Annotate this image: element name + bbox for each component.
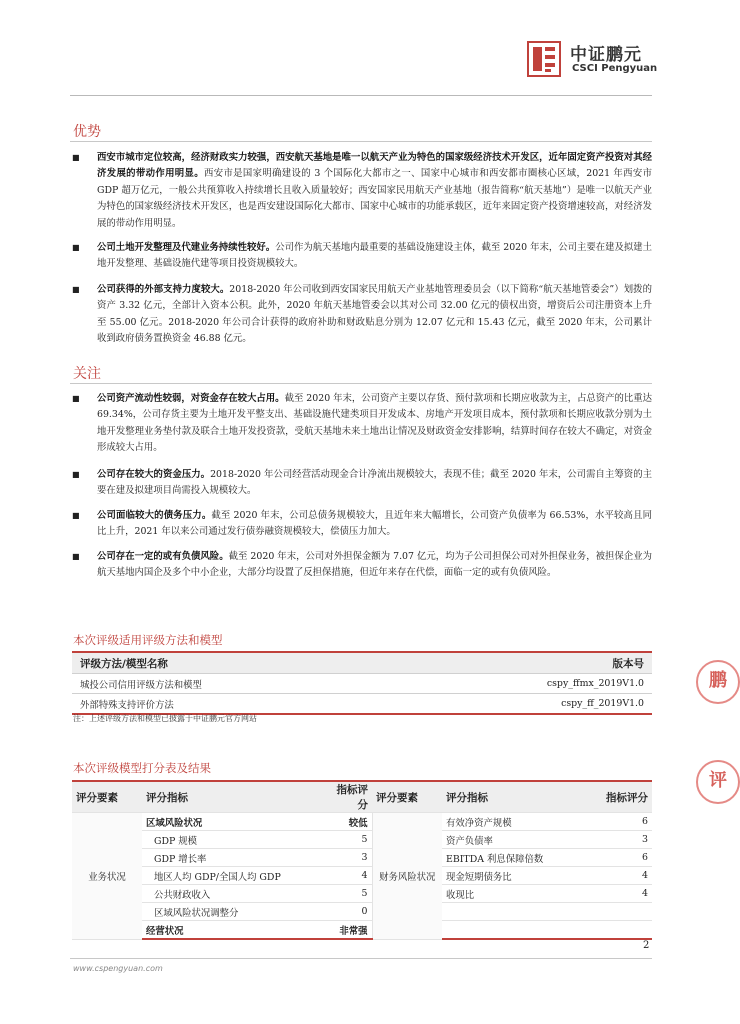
table-cell: 较低 [332,813,372,831]
table-cell: cspy_ffmx_2019V1.0 [391,674,652,694]
table-cell: 6 [602,849,652,867]
item-lead: 公司面临较大的债务压力。 [97,510,212,521]
methods-table-note: 注：上述评级方法和模型已披露于中证鹏元官方网站 [73,714,257,723]
group-cell-business: 业务状况 [72,813,142,940]
table-cell [602,903,652,921]
table-cell: 5 [332,885,372,903]
table-row [72,831,652,849]
methods-table-title: 本次评级适用评级方法和模型 [73,633,223,647]
item-body: 截至 2020 年末，公司总债务规模较大，且近年来大幅增长，公司资产负债率为 66.53%，水平较高且同比上升，2021 年以来公司通过发行债券融资规模较大，偿债压力加大。 [97,510,652,538]
item-body: 西安市是国家明确建设的 3 个国际化大都市之一、国家中心城市和西安都市圈核心区域，2021 年西安市 GDP 超万亿元，一般公共预算收入持续增长且收入质量较好；西安国家民用航天产业基地（报告简称“航天基地”）是唯一以航天产业为特色的国家级经济技术开发区，也是西安建设国际化大都市、国家中心城市的功能承载区，近年来固定资产投资增速较高，对经济发展的带动作用明显。 [97,168,652,229]
table-cell [442,903,602,921]
table-row [72,813,652,831]
column-header: 指标评分 [332,781,372,813]
header-divider [70,95,652,96]
table-header-row [72,652,652,674]
table-row [72,674,652,694]
concern-item-3 [72,508,652,541]
item-body: 2018-2020 年公司经营活动现金合计净流出规模较大，表现不佳；截至 2020 年末，公司需自主筹资的主要在建及拟建项目尚需投入规模较大。 [97,469,652,497]
table-row [72,694,652,715]
bullet-icon: ■ [72,285,80,294]
bullet-icon: ■ [72,243,80,252]
table-cell: 4 [332,867,372,885]
table-cell: 收现比 [442,885,602,903]
item-body: 截至 2020 年末，公司资产主要以存货、预付款项和长期应收款为主，占总资产的比重达 69.34%，公司存货主要为土地开发平整支出、基础设施代建类项目开发成本、房地产开发项目成本，预付款项和长期应收款分别为土地开发整理业务垫付款及联合土地开发投资款，受航天基地未来土地出让情况及财政资金安排影响，结算时间存在较大不确定，对资金形成较大占用。 [97,393,652,454]
column-header: 评分指标 [142,781,332,813]
table-row [72,885,652,903]
company-name-cn: 中证鹏元 [570,45,642,65]
concern-item-4 [72,549,652,582]
table-cell: 3 [602,831,652,849]
table-cell: 现金短期债务比 [442,867,602,885]
company-logo-icon [527,41,561,77]
table-header-row [72,781,652,813]
table-cell: 5 [332,831,372,849]
advantage-item-1 [72,150,652,232]
page-number: 2 [643,940,650,951]
column-header: 版本号 [391,652,652,674]
bullet-icon: ■ [72,511,80,520]
advantage-item-2 [72,240,652,273]
table-cell: 4 [602,867,652,885]
bullet-icon: ■ [72,552,80,561]
item-body: 2018-2020 年公司收到西安国家民用航天产业基地管理委员会（以下简称“航天基地管委会”）划拨的资产 3.32 亿元，全部计入资本公积。此外，2020 年航天基地管委会以其对公司 32.00 亿元的债权出资，增资后公司注册资本上升至 55.00 亿元。2018-2020 年公司合计获得的政府补助和财政贴息分别为 12.07 亿元和 15.43 亿元，截至 2020 年末，公司累计收到政府债务置换资金 46.88 亿元。 [97,284,652,345]
item-lead: 公司资产流动性较弱，对资金存在较大占用。 [97,393,285,404]
column-header: 评级方法/模型名称 [72,652,391,674]
column-header: 评分要素 [372,781,442,813]
table-cell [442,921,602,940]
column-header: 指标评分 [602,781,652,813]
table-cell: 公共财政收入 [142,885,332,903]
column-header: 评分要素 [72,781,142,813]
seal-stamp-icon: 评 [696,760,740,804]
table-cell: 4 [602,885,652,903]
table-row [72,903,652,921]
item-lead: 公司存在较大的资金压力。 [97,469,211,480]
score-table-title: 本次评级模型打分表及结果 [73,761,211,775]
table-cell: 非常强 [332,921,372,940]
footer-divider [70,958,652,959]
table-cell: EBITDA 利息保障倍数 [442,849,602,867]
table-cell: GDP 增长率 [142,849,332,867]
bullet-icon: ■ [72,470,80,479]
table-cell: 有效净资产规模 [442,813,602,831]
item-lead: 公司获得的外部支持力度较大。 [97,284,230,295]
table-cell: 区域风险状况调整分 [142,903,332,921]
table-cell: 6 [602,813,652,831]
group-cell-financial: 财务风险状况 [372,813,442,940]
section-title-concerns: 关注 [73,366,101,382]
item-lead: 公司土地开发整理及代建业务持续性较好。 [97,242,276,253]
table-cell: 资产负债率 [442,831,602,849]
item-body: 公司作为航天基地内最重要的基础设施建设主体，截至 2020 年末，公司主要在建及拟建土地开发整理、基础设施代建等项目投资规模较大。 [97,242,652,270]
table-row [72,849,652,867]
concern-item-2 [72,467,652,500]
table-row [72,867,652,885]
item-body: 截至 2020 年末，公司对外担保金额为 7.07 亿元，均为子公司担保公司对外担保业务，被担保企业为航天基地内国企及多个中小企业，大部分均设置了反担保措施，但近年来存在代偿，面临一定的或有负债风险。 [97,551,652,579]
table-cell: 区域风险状况 [142,813,332,831]
section-rule [70,383,652,384]
section-rule [70,141,652,142]
table-cell: cspy_ff_2019V1.0 [391,694,652,715]
advantage-item-3 [72,282,652,348]
table-cell: 0 [332,903,372,921]
table-cell: GDP 规模 [142,831,332,849]
score-table [72,780,652,940]
bullet-icon: ■ [72,394,80,403]
column-header: 评分指标 [442,781,602,813]
item-lead: 公司存在一定的或有负债风险。 [97,551,229,562]
table-cell: 经营状况 [142,921,332,940]
table-cell: 地区人均 GDP/全国人均 GDP [142,867,332,885]
table-cell [602,921,652,940]
concern-item-1 [72,391,652,457]
table-cell: 3 [332,849,372,867]
table-row [72,921,652,940]
company-name-en: CSCI Pengyuan [572,63,658,74]
table-cell: 外部特殊支持评价方法 [72,694,391,715]
item-lead: 西安市城市定位较高，经济财政实力较强，西安航天基地是唯一以航天产业为特色的国家级经济技术开发区，近年固定资产投资对其经济发展的带动作用明显。 [97,152,652,180]
table-cell: 城投公司信用评级方法和模型 [72,674,391,694]
footer-website: www.cspengyuan.com [73,964,163,973]
seal-stamp-icon: 鹏 [696,660,740,704]
bullet-icon: ■ [72,153,80,162]
section-title-advantages: 优势 [73,124,101,140]
methods-table [72,651,652,715]
